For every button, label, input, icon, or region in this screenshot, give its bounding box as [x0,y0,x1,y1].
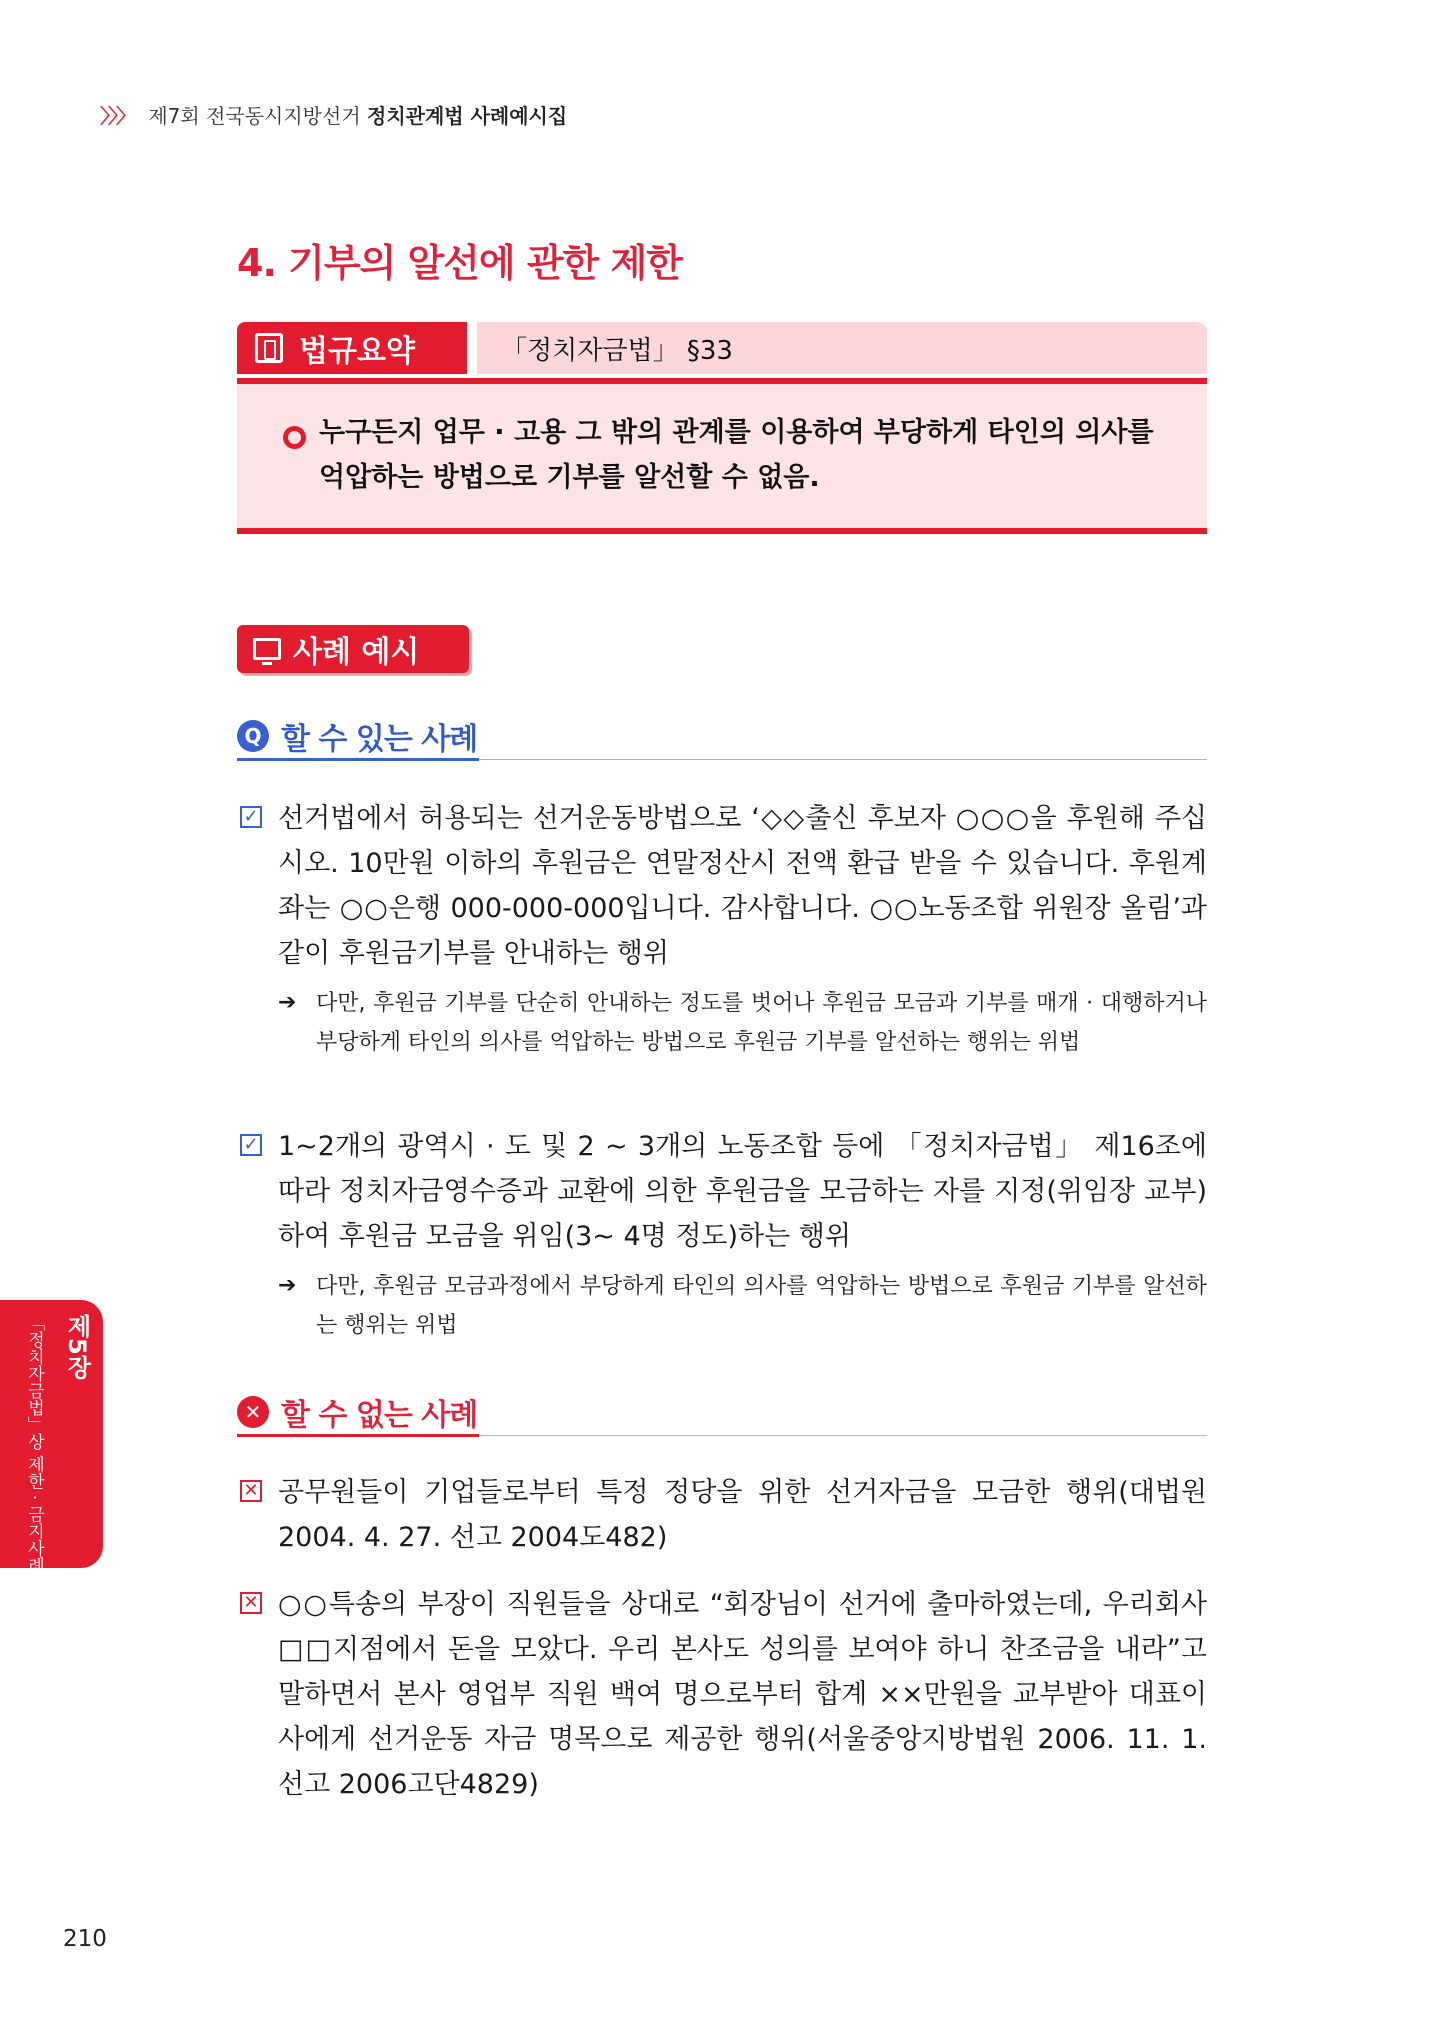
case-note [278,1267,1207,1345]
page-number: 210 [63,1926,107,1952]
allowed-cases-heading [237,712,1207,756]
checkbox-checked-icon: ✓ [240,1134,262,1156]
arrow-right-icon: ➔ [278,1273,297,1298]
allowed-cases-label: 할 수 있는 사례 [281,722,478,757]
checkbox-checked-icon: ✓ [240,806,262,828]
case-text: 1~2개의 광역시 · 도 및 2 ~ 3개의 노동조합 등에 「정치자금법」 제16조에 따라 정치자금영수증과 교환에 의한 후원금을 모금하는 자를 지정(위임장 교부)하여 후원금 모금을 위임(3~ 4명 정도)하는 행위 [278,1131,1207,1252]
case-example-label: 사례 예시 [293,635,420,670]
heading-underline [237,1434,479,1437]
checkbox-x-icon: ✕ [240,1480,262,1502]
chapter-label: 제5장 [63,1314,91,1379]
case-note-text: 다만, 후원금 기부를 단순히 안내하는 정도를 벗어나 후원금 모금과 기부를 매개 · 대행하거나 부당하게 타인의 의사를 억압하는 방법으로 후원금 기부를 알선하는 행위는 위법 [316,991,1207,1055]
arrow-right-icon: ➔ [278,990,297,1015]
divider [237,528,1207,534]
header-bold-title: 정치관계법 사례예시집 [367,104,568,128]
heading-rule [479,759,1207,760]
checkbox-x-icon: ✕ [240,1592,262,1614]
header-prefix: 제7회 전국동시지방선거 [148,104,361,128]
heading-underline [237,758,479,761]
x-circle-icon: ✕ [237,1396,269,1428]
chapter-subtitle: 「정치자금법」상 제한 · 금지사례 [24,1314,44,1574]
law-summary-tag [237,322,467,374]
heading-rule [479,1435,1207,1436]
law-summary-header [237,322,1207,374]
case-text: ○○특송의 부장이 직원들을 상대로 “회장님이 선거에 출마하였는데, 우리회사 □□지점에서 돈을 모았다. 우리 본사도 성의를 보여야 하니 찬조금을 내라”고 말하면서 본사 영업부 직원 백여 명으로부터 합계 ××만원을 교부받아 대표이사에게 선거운동 자금 명목으로 제공한 행위(서울중앙지방법원 2006. 11. 1. 선고 2006고단4829) [278,1589,1207,1800]
ring-bullet-icon [283,426,306,449]
law-summary-tag-label: 법규요약 [299,334,415,369]
allowed-case-item [240,1124,1207,1345]
header-arrows-icon: 〉〉〉 [100,104,134,128]
law-summary-text: 누구든지 업무 · 고용 그 밖의 관계를 이용하여 부당하게 타인의 의사를 억압하는 방법으로 기부를 알선할 수 없음. [319,417,1154,493]
case-note-text: 다만, 후원금 모금과정에서 부당하게 타인의 의사를 억압하는 방법으로 후원금 기부를 알선하는 행위는 위법 [316,1274,1207,1338]
allowed-case-item [240,796,1207,1062]
forbidden-cases-heading [237,1388,1207,1432]
chapter-side-tab [0,1300,103,1574]
law-summary-body [237,384,1207,528]
forbidden-case-item [240,1470,1207,1560]
magnifier-icon: Q [237,720,269,752]
section-title: 4. 기부의 알선에 관한 제한 [237,241,682,285]
case-example-badge [237,625,469,673]
case-text: 선거법에서 허용되는 선거운동방법으로 ‘◇◇출신 후보자 ○○○을 후원해 주십시오. 10만원 이하의 후원금은 연말정산시 전액 환급 받을 수 있습니다. 후원계좌는 ○○은행 000-000-000입니다. 감사합니다. ○○노동조합 위원장 올림’과 같이 후원금기부를 안내하는 행위 [278,803,1207,969]
law-reference: 「정치자금법」 §33 [477,322,1207,374]
forbidden-case-item [240,1582,1207,1807]
forbidden-cases-label: 할 수 없는 사례 [281,1398,478,1433]
case-note [278,984,1207,1062]
monitor-icon [253,638,281,660]
running-header [100,100,567,129]
book-icon [255,333,283,363]
case-text: 공무원들이 기업들로부터 특정 정당을 위한 선거자금을 모금한 행위(대법원 2004. 4. 27. 선고 2004도482) [278,1477,1207,1553]
